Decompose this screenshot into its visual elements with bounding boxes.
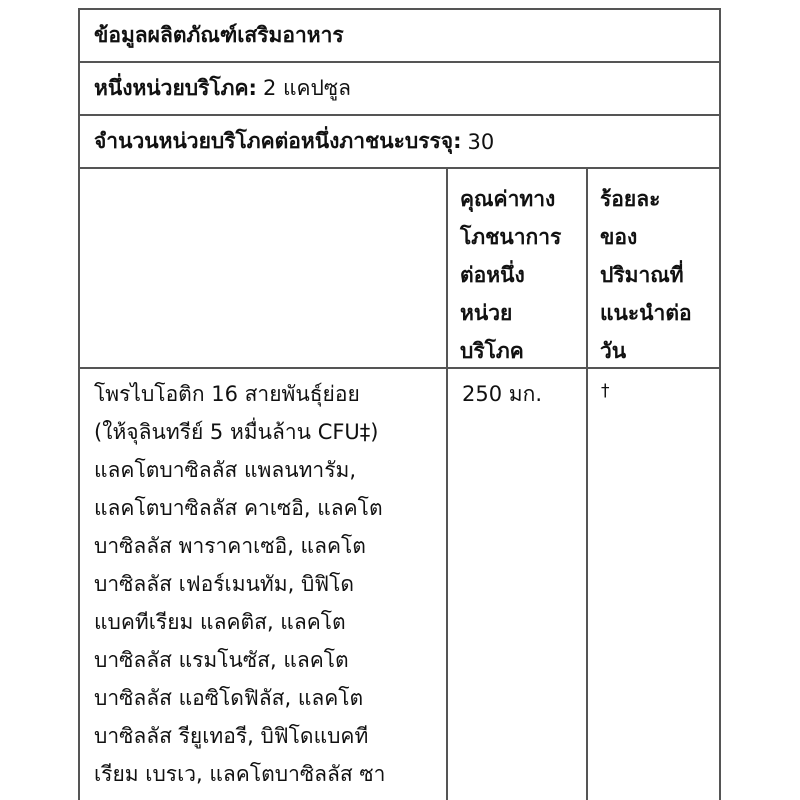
header-line: วัน	[600, 339, 627, 363]
header-line: ของ	[600, 225, 638, 249]
facts-title: ข้อมูลผลิตภัณฑ์เสริมอาหาร	[94, 23, 344, 47]
header-line: ปริมาณที่	[600, 263, 684, 287]
header-line: ต่อหนึ่ง	[460, 263, 525, 287]
header-line: โภชนาการ	[460, 225, 562, 249]
ingredient-description	[94, 375, 444, 793]
daily-value-header	[600, 180, 692, 370]
amount-value: 250 มก.	[462, 382, 542, 406]
servings-per-container-label: จำนวนหน่วยบริโภคต่อหนึ่งภาชนะบรรจุ:	[94, 129, 462, 153]
amount-per-serving-header	[460, 180, 561, 370]
daily-value-symbol: †	[601, 381, 610, 401]
ingredient-line: บาซิลลัส แรมโนซัส, แลคโต	[94, 648, 349, 672]
ingredient-line: แบคทีเรียม แลคติส, แลคโต	[94, 610, 346, 634]
ingredient-line: แลคโตบาซิลลัส คาเซอิ, แลคโต	[94, 496, 383, 520]
column-divider	[586, 169, 588, 800]
ingredient-line: โพรไบโอติก 16 สายพันธุ์ย่อย	[94, 382, 360, 406]
ingredient-line: แลคโตบาซิลลัส แพลนทารัม,	[94, 458, 357, 482]
ingredient-line: เรียม เบรเว, แลคโตบาซิลลัส ซา	[94, 762, 386, 786]
serving-size-label: หนึ่งหน่วยบริโภค:	[94, 76, 257, 100]
ingredient-line: บาซิลลัส พาราคาเซอิ, แลคโต	[94, 534, 366, 558]
ingredient-line: บาซิลลัส แอซิโดฟิลัส, แลคโต	[94, 686, 364, 710]
facts-title-row	[80, 10, 719, 63]
header-line: ร้อยละ	[600, 187, 661, 211]
ingredient-line: (ให้จุลินทรีย์ 5 หมื่นล้าน CFU‡)	[94, 420, 379, 444]
header-line: บริโภค	[460, 339, 524, 363]
ingredient-line: บาซิลลัส รียูเทอรี, บิฟิโดแบคที	[94, 724, 369, 748]
header-line: หน่วย	[460, 301, 513, 325]
servings-per-container-value: 30	[467, 129, 495, 154]
column-divider	[446, 169, 448, 800]
ingredient-line: บาซิลลัส เฟอร์เมนทัม, บิฟิโด	[94, 572, 355, 596]
servings-per-container-row	[80, 116, 719, 169]
supplement-facts-table	[78, 8, 721, 800]
header-line: แนะนำต่อ	[600, 301, 692, 325]
serving-size-value: 2 แคปซูล	[262, 76, 352, 100]
header-line: คุณค่าทาง	[460, 187, 556, 211]
serving-size-row	[80, 63, 719, 116]
